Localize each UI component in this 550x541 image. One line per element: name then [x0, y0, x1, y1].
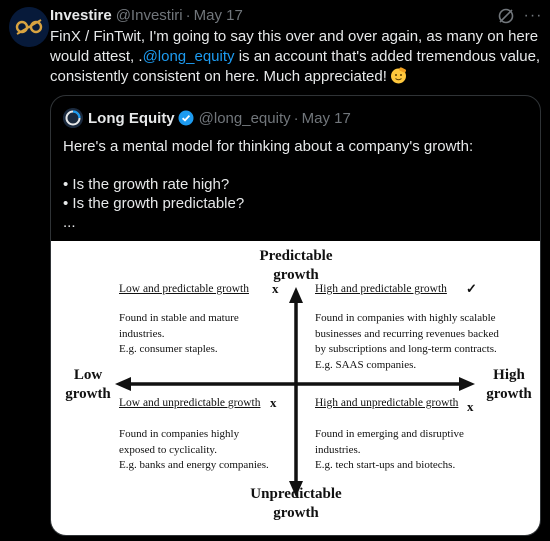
- quoted-author-handle[interactable]: @long_equity: [198, 109, 291, 127]
- quoted-text: [63, 137, 533, 232]
- check-mark-icon: ✓: [466, 281, 477, 296]
- left-axis-label: [59, 366, 117, 404]
- desc-line: Found in companies highly: [119, 428, 240, 440]
- desc-line: industries.: [315, 443, 361, 456]
- mention-link[interactable]: @long_equity: [142, 48, 235, 65]
- quadrant-title-top-right: High and predictable growth: [315, 283, 447, 295]
- cross-mark-icon: x: [272, 281, 279, 296]
- grok-icon[interactable]: [497, 7, 515, 25]
- author-handle[interactable]: @Investiri: [115, 7, 183, 24]
- saluting-face-icon: [390, 67, 407, 84]
- quadrant-desc-bottom-right: [315, 427, 464, 474]
- cross-mark-icon: x: [270, 395, 277, 410]
- verified-badge-icon: [178, 110, 194, 126]
- top-axis-label: [243, 247, 349, 285]
- quadrant-title-bottom-left: Low and unpredictable growth: [119, 397, 261, 409]
- bottom-axis-label-line1: Unpredictable: [250, 486, 342, 502]
- left-axis-label-line2: growth: [65, 386, 111, 402]
- quoted-date[interactable]: May 17: [301, 109, 351, 127]
- desc-line: businesses and recurring revenues backed: [315, 327, 499, 340]
- desc-line: industries.: [119, 327, 165, 340]
- quadrant-desc-top-right: [315, 311, 499, 373]
- quadrant-title-top-left: Low and predictable growth: [119, 283, 249, 295]
- desc-line: by subscriptions and long-term contracts.: [315, 343, 497, 355]
- desc-line: Found in companies with highly scalable: [315, 312, 496, 324]
- quoted-text-line: Here's a mental model for thinking about a company's growth:: [63, 138, 474, 155]
- desc-line: E.g. consumer staples.: [119, 343, 218, 355]
- tweet-text: [50, 27, 544, 87]
- top-axis-label-line2: growth: [273, 267, 319, 283]
- desc-line: E.g. banks and energy companies.: [119, 459, 269, 471]
- cross-mark-icon: x: [467, 399, 474, 414]
- quoted-text-line: • Is the growth predictable?: [63, 195, 245, 212]
- desc-line: Found in stable and mature: [119, 312, 239, 324]
- author-avatar[interactable]: [9, 7, 49, 47]
- author-name[interactable]: Investire: [50, 7, 112, 24]
- quadrant-desc-top-left: [119, 311, 239, 358]
- quoted-author-name[interactable]: Long Equity: [88, 109, 175, 127]
- more-options-icon[interactable]: ···: [523, 7, 543, 24]
- desc-line: Found in emerging and disruptive: [315, 428, 464, 440]
- right-axis-label-line2: growth: [486, 386, 532, 402]
- quadrant-title-bottom-right: High and unpredictable growth: [315, 397, 459, 409]
- top-axis-label-line1: Predictable: [259, 248, 333, 264]
- quoted-text-line: [63, 156, 533, 175]
- quoted-text-line: • Is the growth rate high?: [63, 176, 230, 193]
- quoted-author-avatar[interactable]: [63, 108, 83, 128]
- bottom-axis-label-line2: growth: [273, 505, 319, 521]
- quoted-text-line: ...: [63, 214, 76, 231]
- left-axis-label-line1: Low: [73, 367, 103, 383]
- right-axis-label-line1: High: [493, 367, 525, 383]
- bottom-axis-label: [235, 485, 357, 523]
- quadrant-desc-bottom-left: [119, 427, 269, 474]
- quoted-header: [88, 108, 351, 128]
- tweet-text-before: FinX / FinTwit, I'm going to say this over and over again, as many on here would attest, .: [50, 28, 539, 65]
- separator-dot: ·: [185, 7, 191, 24]
- desc-line: E.g. SAAS companies.: [315, 358, 417, 371]
- tweet-header: [50, 7, 243, 27]
- desc-line: E.g. tech start-ups and biotechs.: [315, 459, 456, 471]
- tweet-date[interactable]: May 17: [193, 7, 243, 24]
- quoted-tweet[interactable]: [50, 95, 541, 536]
- tweet-text-after: is an account that's added tremendous value, consistently consistent on here. Much appreciated!: [50, 48, 541, 85]
- quoted-separator-dot: ·: [293, 109, 299, 127]
- growth-matrix-image[interactable]: [51, 241, 541, 536]
- desc-line: exposed to cyclicality.: [119, 443, 217, 456]
